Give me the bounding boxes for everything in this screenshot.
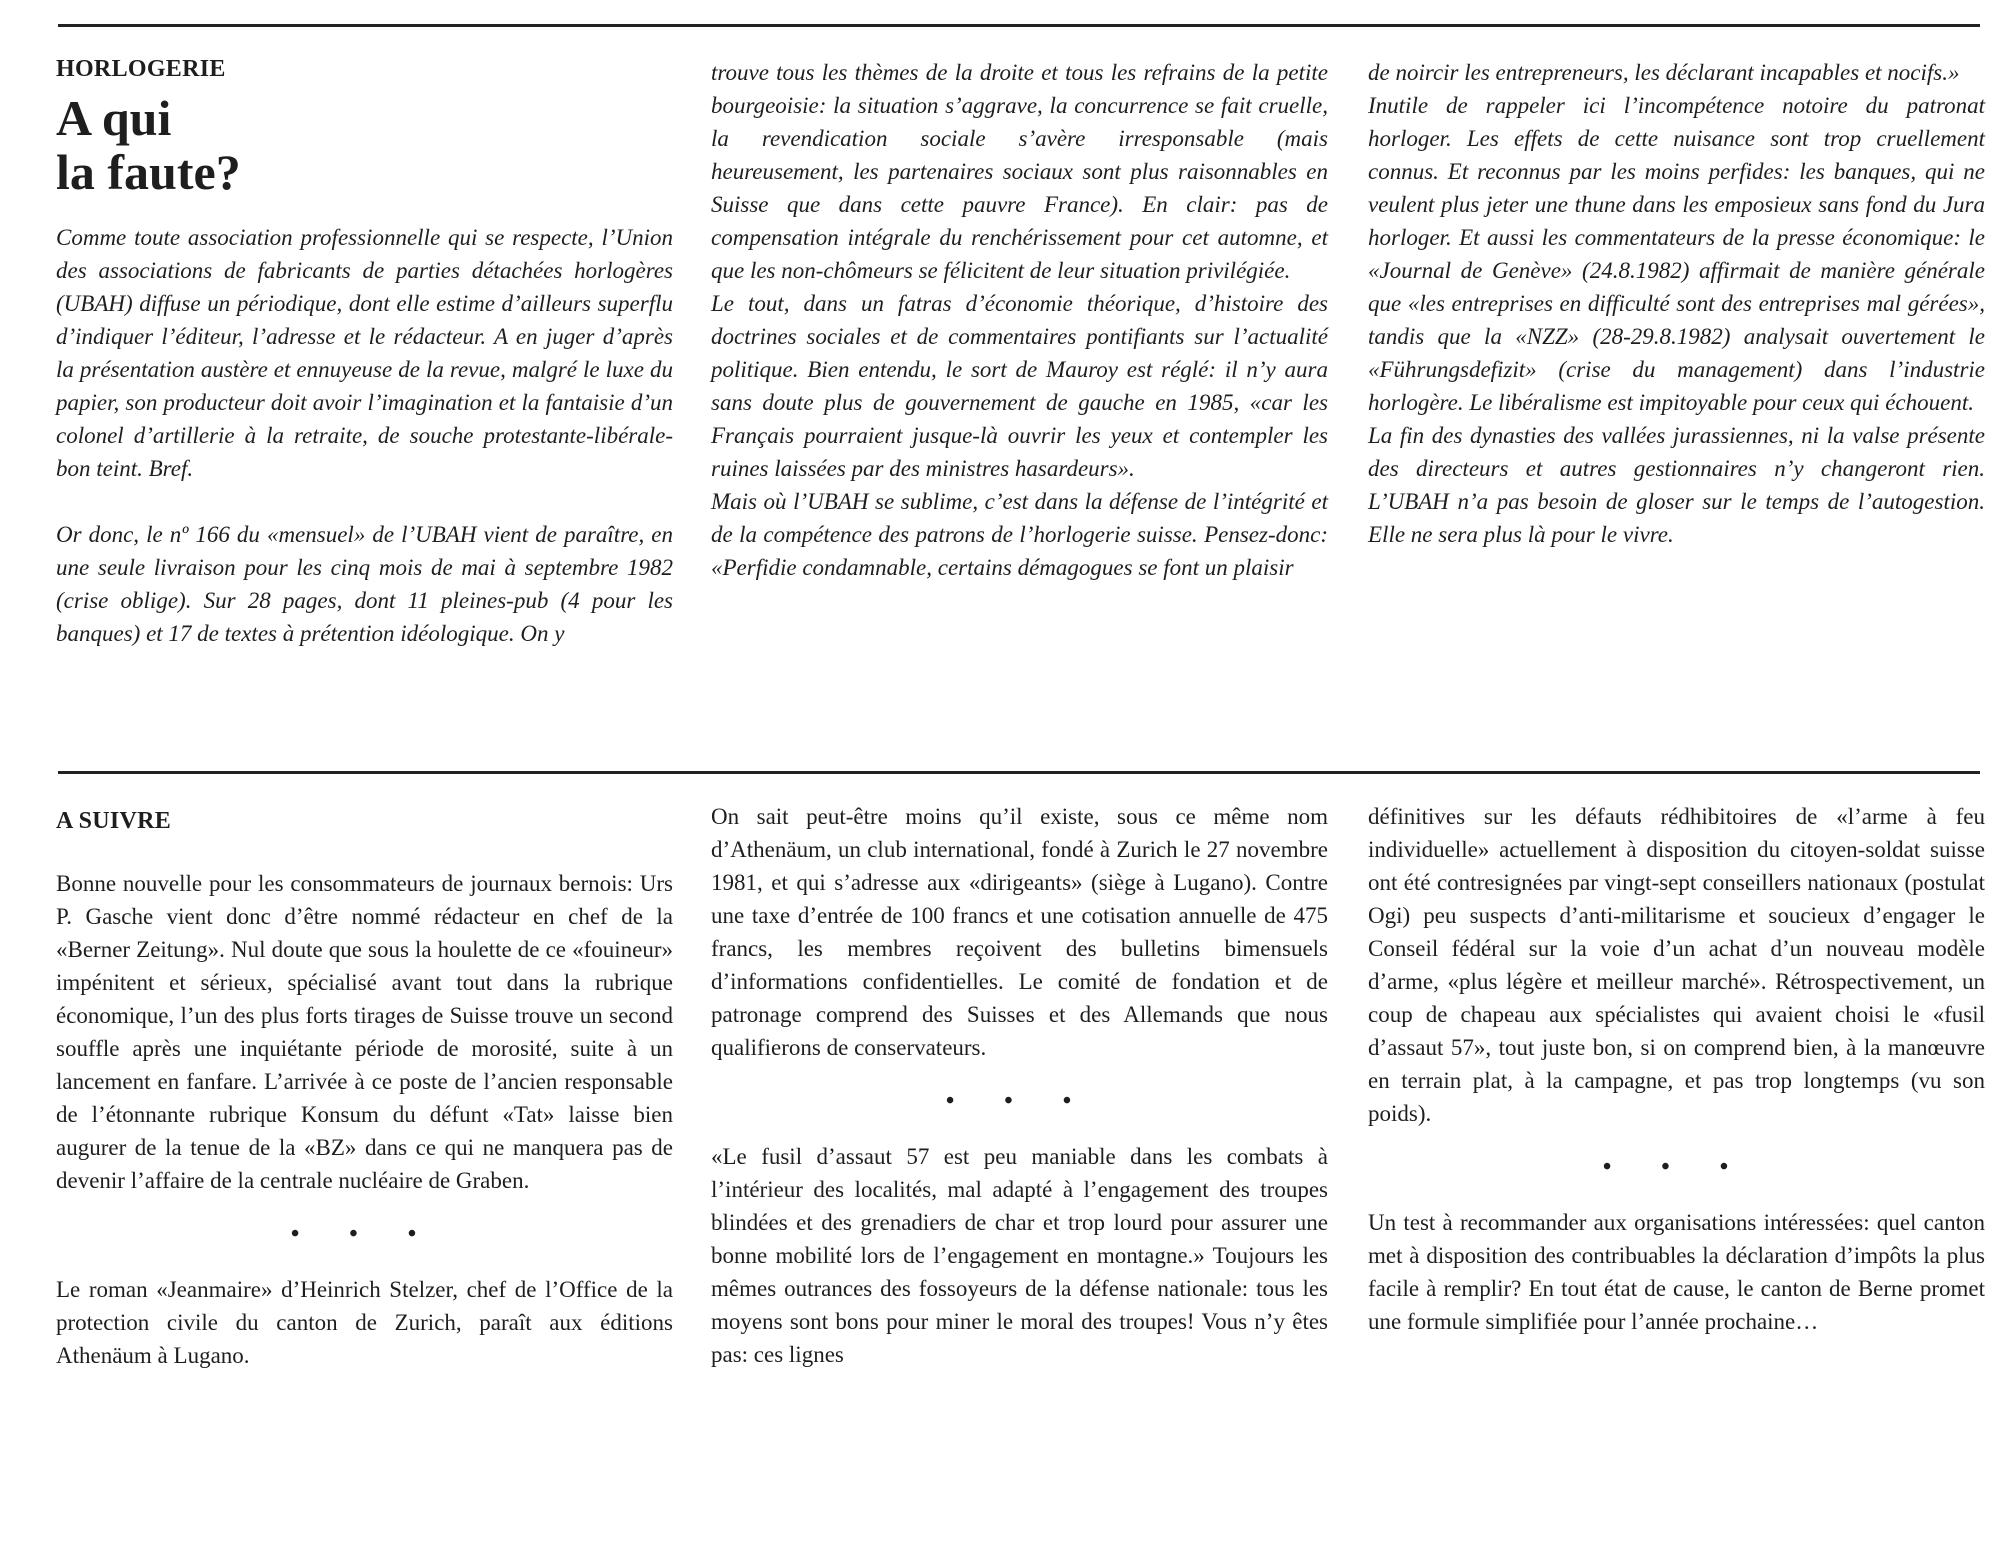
paragraph: Bonne nouvelle pour les consommateurs de journaux bernois: Urs P. Gasche vient donc d’être nommé rédacteur en chef de la «Berner Zeitung». Nul doute que sous la houlette de ce «fouineur» impénitent et sérieux, spécialisé avant tout dans la rubrique économique, l’un des plus forts tirages de Suisse trouve un second souffle après une inquiétante période de morosité, suite à un lancement en fanfare. L’arrivée à ce poste de l’ancien responsable de l’étonnante rubrique Konsum du défunt «Tat» laisse bien augurer de la tenue de la «BZ» dans ce qui ne manquera pas de devenir l’affaire de la centrale nucléaire de Graben.: [56, 871, 673, 1193]
article-a-suivre: [0, 800, 2000, 1500]
paragraph: Comme toute association professionnelle qui se respecte, l’Union des associations de fabricants de parties détachées horlogères (UBAH) diffuse un périodique, dont elle estime d’ailleurs superflu d’indiquer l’éditeur, l’adresse et le rédacteur. A en juger d’après la présentation austère et ennuyeuse de la revue, malgré le luxe du papier, son producteur doit avoir l’imagination et la fantaisie d’un colonel d’artillerie à la retraite, de souche protestante-libérale-bon teint. Bref.: [56, 225, 673, 481]
paragraph: Le tout, dans un fatras d’économie théorique, d’histoire des doctrines sociales et de commentaires pontifiants sur l’actualité politique. Bien entendu, le sort de Mauroy est réglé: il n’y aura sans doute plus de gouvernement de gauche en 1985, «car les Français pourraient jusque-là ouvrir les yeux et contempler les ruines laissées par des ministres hasardeurs».: [711, 291, 1328, 481]
article-horlogerie: [0, 56, 2000, 756]
news-column-2: [711, 800, 1328, 1371]
article-column-1: [56, 56, 673, 650]
paragraph: Un test à recommander aux organisations intéressées: quel canton met à disposition des contribuables la déclaration d’impôts la plus facile à remplir? En tout état de cause, le canton de Berne promet une formule simplifiée pour l’année prochaine…: [1368, 1210, 1985, 1334]
lead-text: [56, 221, 673, 650]
section-divider-rule: [58, 771, 1980, 774]
paragraph: «Le fusil d’assaut 57 est peu maniable dans les combats à l’intérieur des localités, mal adapté à l’engagement des troupes blindées et des grenadiers de char et trop lourd pour assurer une bonne mobilité lors de l’engagement en montagne.» Toujours les mêmes outrances des fossoyeurs de la défense nationale: tous les moyens sont bons pour miner le moral des troupes! Vous n’y êtes pas: ces lignes: [711, 1144, 1328, 1367]
separator-dots: • • •: [290, 1221, 439, 1247]
news-column-3: [1368, 800, 1985, 1338]
paragraph: définitives sur les défauts rédhibitoires de «l’arme à feu individuelle» actuellement à disposition du citoyen-soldat suisse ont été contresignées par vingt-sept conseillers nationaux (postulat Ogi) peu suspects d’anti-militarisme et soucieux d’engager le Conseil fédéral sur la voie d’un achat d’un nouveau modèle d’arme, «plus légère et meilleur marché». Rétrospectivement, un coup de chapeau aux spécialistes qui avaient choisi le «fusil d’assaut 57», tout juste bon, si on comprend bien, à la manœuvre en terrain plat, à la campagne, et pas trop longtemps (vu son poids).: [1368, 804, 1985, 1126]
news-column-1: [56, 800, 673, 1372]
paragraph: On sait peut-être moins qu’il existe, sous ce même nom d’Athenäum, un club international, fondé à Zurich le 27 novembre 1981, et qui s’adresse aux «dirigeants» (siège à Lugano). Contre une taxe d’entrée de 100 francs et une cotisation annuelle de 475 francs, les membres reçoivent des bulletins bimensuels d’informations confidentielles. Le comité de fondation et de patronage comprend des Suisses et des Allemands que nous qualifierons de conservateurs.: [711, 804, 1328, 1060]
separator-dots: • • •: [945, 1088, 1094, 1114]
rubric-label: HORLOGERIE: [56, 56, 226, 82]
paragraph: Le roman «Jeanmaire» d’Heinrich Stelzer, chef de l’Office de la protection civile du canton de Zurich, paraît aux éditions Athenäum à Lugano.: [56, 1277, 673, 1368]
article-headline: [56, 91, 673, 199]
top-rule: [58, 24, 1980, 27]
paragraph: trouve tous les thèmes de la droite et tous les refrains de la petite bourgeoisie: la situation s’aggrave, la concurrence se fait cruelle, la revendication sociale s’avère irresponsable (mais heureusement, les partenaires sociaux sont plus raisonnables en Suisse que dans cette pauvre France). En clair: pas de compensation intégrale du renchérissement pour cet automne, et que les non-chômeurs se félicitent de leur situation privilégiée.: [711, 60, 1328, 283]
headline-line-1: A qui: [56, 90, 172, 146]
article-column-2: [711, 56, 1328, 584]
paragraph: La fin des dynasties des vallées jurassiennes, ni la valse présente des directeurs et autres gestionnaires n’y changeront rien. L’UBAH n’a pas besoin de gloser sur le temps de l’autogestion. Elle ne sera plus là pour le vivre.: [1368, 423, 1985, 547]
headline-line-2: la faute?: [56, 144, 241, 200]
paragraph: de noircir les entrepreneurs, les déclarant incapables et nocifs.»: [1368, 60, 1960, 85]
paragraph: Or donc, le nº 166 du «mensuel» de l’UBAH vient de paraître, en une seule livraison pour les cinq mois de mai à septembre 1982 (crise oblige). Sur 28 pages, dont 11 pleines-pub (4 pour les banques) et 17 de textes à prétention idéologique. On y: [56, 522, 673, 646]
paragraph: Inutile de rappeler ici l’incompétence notoire du patronat horloger. Les effets de cette nuisance sont trop cruellement connus. Et reconnus par les moins perfides: les banques, qui ne veulent plus jeter une thune dans les emposieux sans fond du Jura horloger. Et aussi les commentateurs de la presse économique: le «Journal de Genève» (24.8.1982) affirmait de manière générale que «les entreprises en difficulté sont des entreprises mal gérées», tandis que la «NZZ» (28-29.8.1982) analysait ouvertement le «Führungsdefizit» (crise du management) dans l’industrie horlogère. Le libéralisme est impitoyable pour ceux qui échouent.: [1368, 93, 1985, 415]
separator-dots: • • •: [1602, 1154, 1751, 1180]
article-column-3: [1368, 56, 1985, 551]
rubric-label: A SUIVRE: [56, 808, 172, 834]
paragraph: Mais où l’UBAH se sublime, c’est dans la défense de l’intégrité et de la compétence des patrons de l’horlogerie suisse. Pensez-donc: «Perfidie condamnable, certains démagogues se font un plaisir: [711, 489, 1328, 580]
